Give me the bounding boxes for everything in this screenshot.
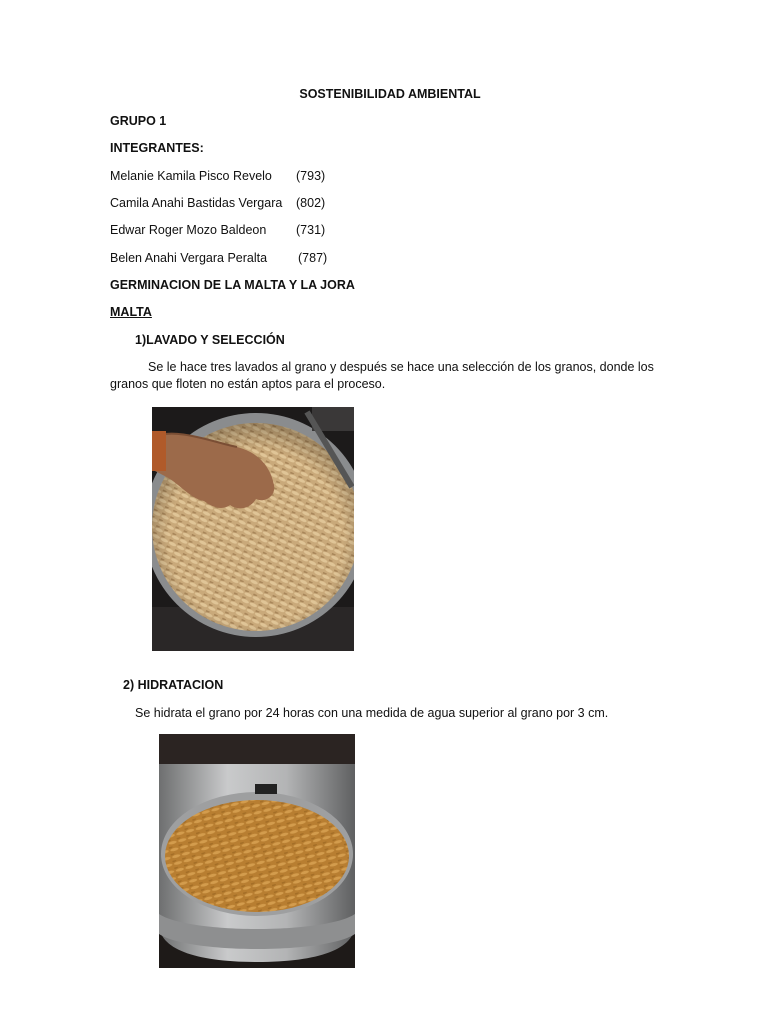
grain-washing-photo — [152, 407, 354, 651]
document-title: SOSTENIBILIDAD AMBIENTAL — [299, 87, 481, 101]
subsection-heading: MALTA — [110, 305, 152, 319]
members-heading: INTEGRANTES: — [110, 141, 204, 155]
group-label: GRUPO 1 — [110, 114, 167, 128]
member-name: Melanie Kamila Pisco Revelo — [110, 169, 272, 183]
step-heading: 1)LAVADO Y SELECCIÓN — [135, 333, 285, 347]
member-code: (731) — [296, 223, 326, 237]
grain-hydration-photo — [159, 734, 355, 968]
member-code: (793) — [296, 169, 326, 183]
step-heading: 2) HIDRATACION — [123, 678, 224, 692]
member-name: Belen Anahi Vergara Peralta — [110, 251, 268, 265]
member-name: Edwar Roger Mozo Baldeon — [110, 223, 267, 237]
member-code: (787) — [298, 251, 328, 265]
member-name: Camila Anahi Bastidas Vergara — [110, 196, 283, 210]
member-code: (802) — [296, 196, 326, 210]
section-heading: GERMINACION DE LA MALTA Y LA JORA — [110, 278, 355, 292]
step-paragraph: Se hidrata el grano por 24 horas con una medida de agua superior al grano por 3 cm. — [135, 706, 609, 720]
step-paragraph: Se le hace tres lavados al grano y después se hace una selección de los granos, donde los granos que floten no están aptos para el proceso. — [110, 360, 654, 391]
